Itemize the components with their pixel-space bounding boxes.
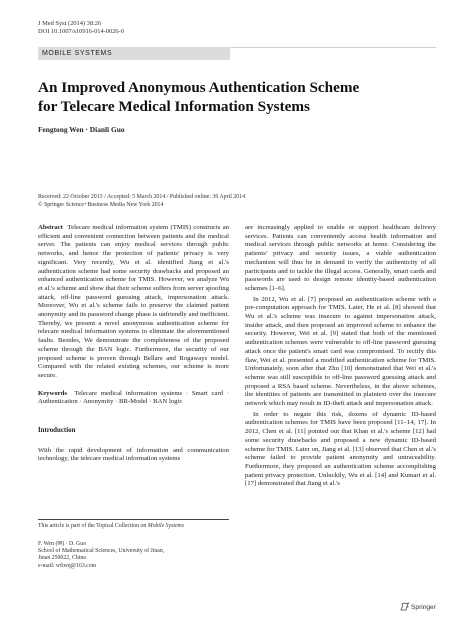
publisher-name: Springer bbox=[411, 604, 436, 611]
affiliation: School of Mathematical Sciences, University of Jinan, bbox=[38, 548, 165, 555]
authors: Fengtong Wen · Dianli Guo bbox=[38, 125, 125, 134]
section-heading-introduction: Introduction bbox=[38, 427, 76, 435]
copyright: © Springer Science+Business Media New York 2014 bbox=[38, 202, 164, 208]
section-rule bbox=[230, 47, 436, 48]
collection-name: Mobile Systems bbox=[147, 523, 184, 529]
publication-dates bbox=[38, 193, 245, 209]
right-paragraph-2: In 2012, Wu et al. [7] proposed an authentication scheme with a pre-computation approach for TMIS. Later, He et al. [8] showed that Wu et al.'s scheme was insecure to against impersonation attack, insider attack, and then proposed an improved scheme to enhance the security. However, Wei et al. [9] stated that both of the mentioned authentication schemes were vulnerable to off-line password guessing attack once the patient's smart card was compromised. To rectify this flaw, Wei et al. presented a modified authentication scheme for TMIS. Unfortunately, soon after that Zhu [10] demonstrated that Wei et al.'s scheme was still susceptible to off-line password guessing attack and proposed a RSA based scheme. Nevertheless, in the above schemes, the identities of patients are transmitted in plaintext over the insecure network which may result in ID-theft attack and impersonation attack. bbox=[245, 295, 436, 408]
publisher-logo bbox=[400, 602, 436, 611]
keywords bbox=[38, 390, 229, 407]
abstract bbox=[38, 224, 229, 381]
email-link[interactable]: e-mail: wftwq@163.com bbox=[38, 562, 97, 569]
intro-paragraph: With the rapid development of information and communication technology, the telecare medical information systems bbox=[38, 446, 229, 463]
abstract-label: Abstract bbox=[38, 224, 63, 231]
abstract-text: Telecare medical information system (TMIS) constructs an efficient and convenient connection between patients and the medical server. The patients can enjoy medical services through public networks, and hence the protection of patients' privacy is very significant. Very recently, Wu et al. identified Jiang et al.'s authentication scheme had some security drawbacks and proposed an enhanced authentication scheme for TMIS. However, we analyze Wu et al.'s scheme and show that their scheme suffers from server spoofing attack, off-line password guessing attack, impersonation attack. Moreover, Wu et al.'s scheme fails to preserve the claimed patient anonymity and its password change phase is unfriendly and inefficient. Thereby, we present a novel anonymous authentication scheme for telecare medical information systems to eliminate the aforementioned faults. Besides, We demonstrate the completeness of the proposed scheme through the BAN logic. Furthermore, the security of our proposed scheme is proven through Bellare and Rogaways model. Compared with the related existing schemes, our scheme is more secure. bbox=[38, 224, 230, 379]
keywords-label: Keywords bbox=[38, 389, 67, 397]
title-line-1: An Improved Anonymous Authentication Scheme bbox=[38, 79, 360, 96]
springer-horse-icon bbox=[400, 602, 410, 611]
right-column bbox=[245, 224, 436, 491]
right-paragraph-1: are increasingly applied to enable or support healthcare delivery services. Patients can conveniently access health information and medical services through public networks at home. Considering the patients' privacy and security issues, a viable authentication mechanism will thus be in demand to verify the authenticity of all participants and to tackle the illegal access. Generally, smart cards and passwords are used to design remote identity-based authentication schemes [1–6]. bbox=[245, 224, 436, 292]
journal-citation: J Med Syst (2014) 38:26 bbox=[38, 20, 102, 27]
section-tag: MOBILE SYSTEMS bbox=[38, 47, 230, 60]
received-accepted-published: Received: 22 October 2013 / Accepted: 5 March 2014 / Published online: 30 April 2014 bbox=[38, 194, 246, 200]
doi: DOI 10.1007/s10916-014-0026-0 bbox=[38, 28, 124, 35]
left-column bbox=[38, 224, 229, 466]
running-header bbox=[38, 20, 124, 36]
author-affiliation bbox=[38, 541, 164, 570]
footnote-rule bbox=[38, 519, 229, 520]
keywords-text: Telecare medical information systems · Smart card · Authentication · Anonymity · BR-Model · BAN logic bbox=[38, 389, 229, 406]
right-paragraph-3: In order to negate this risk, dozens of dynamic ID-based authentication schemes for TMIS have been proposed [11–14, 17]. In 2012, Chen et al. [11] pointed out that Khan et al.'s scheme [12] had some security drawbacks and proposed a new dynamic ID-based scheme for TMIS. Later on, Jiang et al. [13] observed that Chen et al.'s scheme failed to provide patient anonymity and untraceability. Furthermore, they proposed an authentication scheme accomplishing patient privacy protection. Unluckily, Wu et al. [14] and Kumari et al. [17] demonstrated that Jiang et al.'s bbox=[245, 410, 436, 488]
corresponding-authors: F. Wen (✉) · D. Guo bbox=[38, 541, 87, 547]
title-line-2: for Telecare Medical Information Systems bbox=[38, 98, 310, 115]
paper-title bbox=[38, 78, 438, 116]
topical-collection-note: This article is part of the Topical Collection on Mobile Systems bbox=[38, 523, 184, 529]
postal-address: Jinan 250022, China bbox=[38, 555, 86, 562]
